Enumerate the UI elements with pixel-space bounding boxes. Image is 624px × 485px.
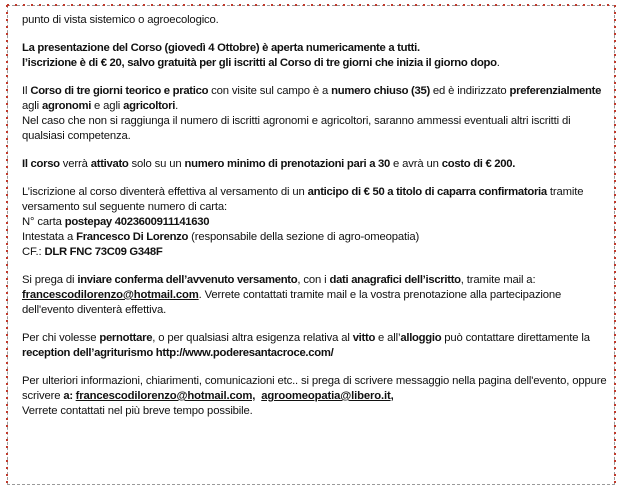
paragraph-presentation: La presentazione del Corso (giovedì 4 Ottobre) è aperta numericamente a tutti. l’iscrizione è di € 20, salvo gratuità per gli iscritti al Corso di tre giorni che inizia il giorno dopo. (22, 42, 500, 69)
email-link[interactable]: francescodilorenzo@hotmail.com (22, 289, 199, 301)
paragraph-course-info: Il Corso di tre giorni teorico e pratico con visite sul campo è a numero chiuso (35) ed è indirizzato preferenzialmente agli agronomi e agli agricoltori. Nel caso che non si raggiunga il numero di iscritti agronomi e agricoltori, saranno ammessi eventuali altri iscritti di qualsiasi competenza. (22, 85, 602, 142)
document-body (22, 13, 612, 432)
paragraph-intro-tail: punto di vista sistemico o agroecologico. (22, 14, 219, 26)
paragraph-payment: L’iscrizione al corso diventerà effettiva al versamento di un anticipo di € 50 a titolo di caparra confirmatoria tramite versamento sul seguente numero di carta: N° carta postepay 4023600911141630 Intestata a Francesco Di Lorenzo (responsabile della sezione di agro-omeopatia) CF.: DLR FNC 73C09 G348F (22, 186, 584, 258)
email-link-2[interactable]: agroomeopatia@libero.it (261, 390, 391, 402)
paragraph-lodging: Per chi volesse pernottare, o per qualsiasi altra esigenza relativa al vitto e all’alloggio può contattare direttamente la reception dell’agriturismo http://www.poderesantacroce.com/ (22, 332, 590, 359)
tax-code: DLR FNC 73C09 G348F (44, 246, 163, 258)
paragraph-activation-cost: Il corso verrà attivato solo su un numero minimo di prenotazioni pari a 30 e avrà un costo di € 200. (22, 158, 516, 170)
card-number: postepay 4023600911141630 (64, 216, 210, 228)
frame-top-edge (7, 4, 615, 6)
email-link-1[interactable]: francescodilorenzo@hotmail.com, (75, 390, 256, 402)
agriturismo-link[interactable]: reception dell’agriturismo http://www.poderesantacroce.com/ (22, 347, 334, 359)
card-holder: Francesco Di Lorenzo (76, 231, 189, 243)
paragraph-confirmation: Si prega di inviare conferma dell’avvenuto versamento, con i dati anagrafici dell’iscritto, tramite mail a: francescodilorenzo@hotmail.com. Verrete contattati tramite mail e la vostra prenotazione alla partecipazione dell'evento diventerà effettiva. (22, 274, 562, 316)
paragraph-contacts: Per ulteriori informazioni, chiarimenti, comunicazioni etc.. si prega di scrivere messaggio nella pagina dell'evento, oppure scrivere a: francescodilorenzo@hotmail.com, agroomeopatia@libero.it, Verrete contattati nel più breve tempo possibile. (22, 375, 607, 417)
